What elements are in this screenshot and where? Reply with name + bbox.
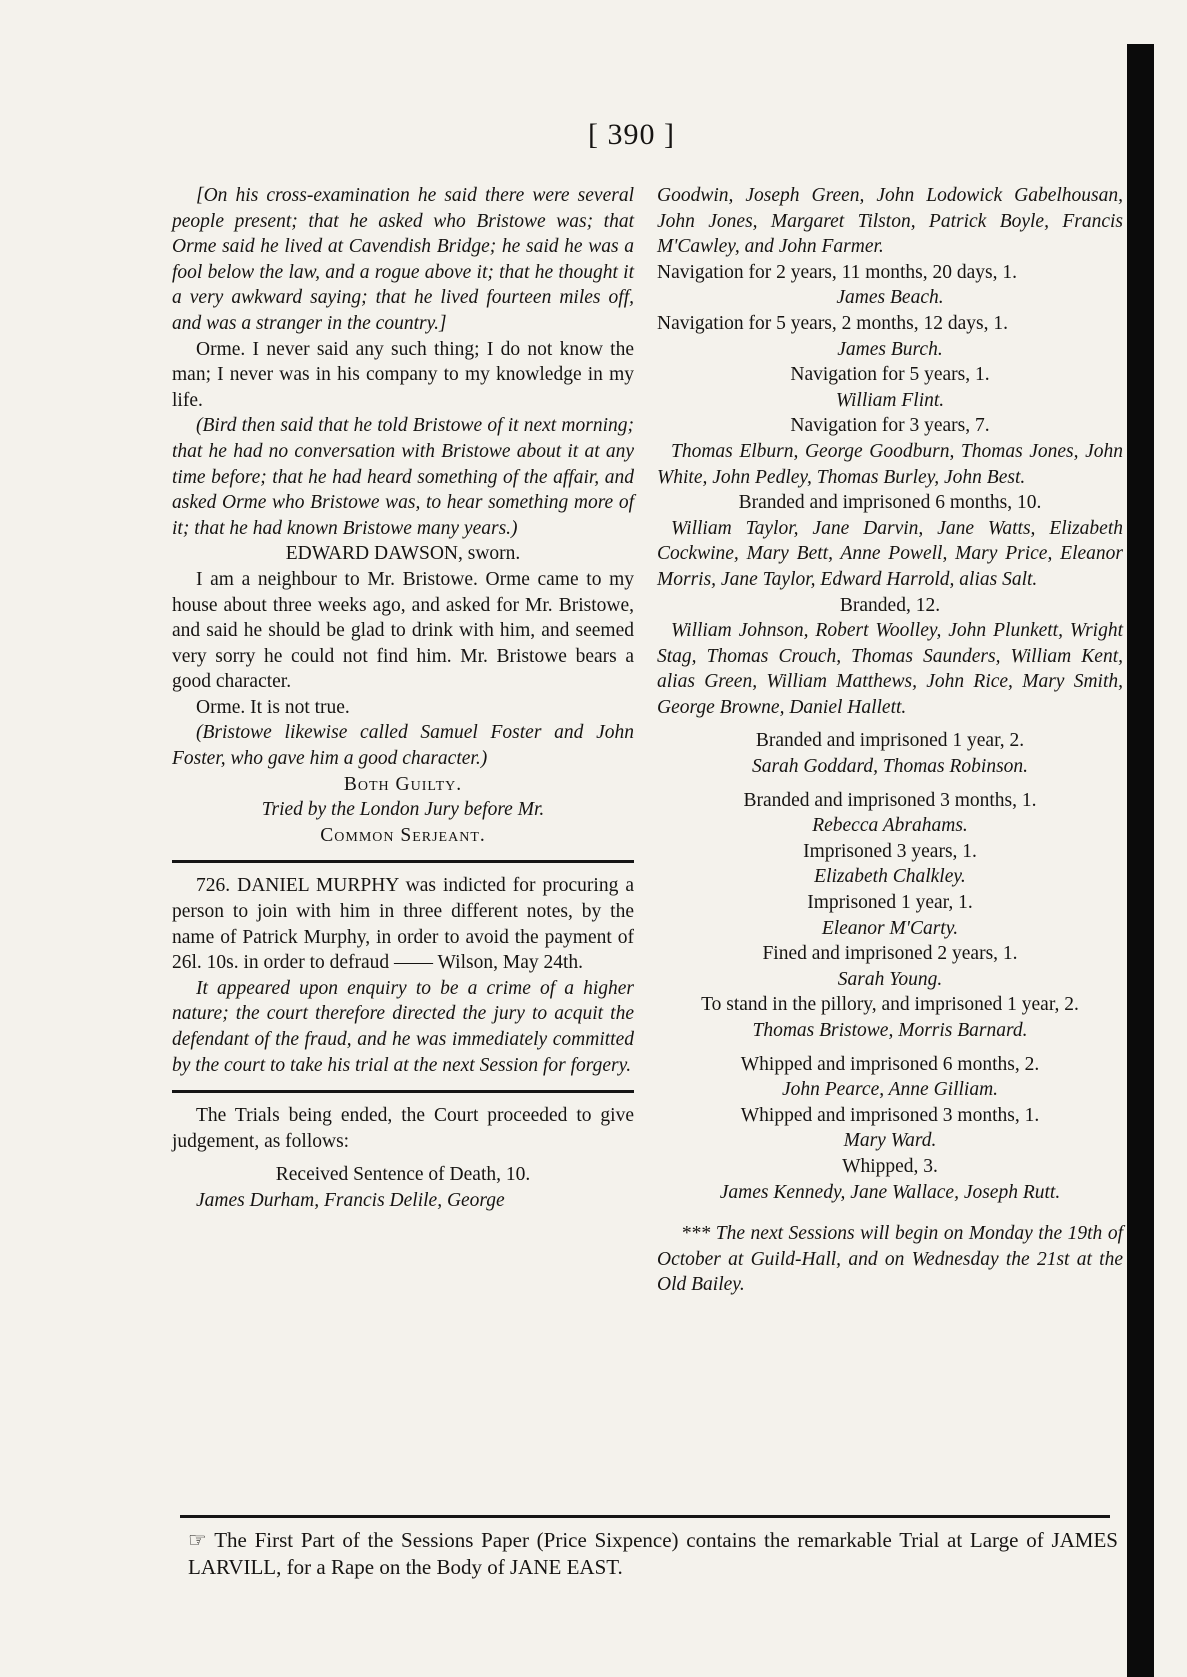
sentence-names: Sarah Goddard, Thomas Robinson. xyxy=(751,756,1029,778)
sentence-heading: Navigation for 5 years, 2 months, 12 days, 1. xyxy=(657,312,1008,334)
sentence-names: William Taylor, Jane Darvin, Jane Watts, Elizabeth Cockwine, Mary Bett, Anne Powell, Mary Price, Eleanor Morris, Jane Taylor, Edward Harrold, alias Salt. xyxy=(657,517,1123,590)
tried-by-judge-line: Common Serjeant. xyxy=(320,824,486,846)
bristowe-witnesses-paragraph: (Bristowe likewise called Samuel Foster and John Foster, who gave him a good character.) xyxy=(172,722,634,770)
sentence-heading: Whipped, 3. xyxy=(842,1155,938,1177)
page-number: [ 390 ] xyxy=(588,118,675,151)
sentence-heading: Branded and imprisoned 6 months, 10. xyxy=(738,492,1042,514)
footer-divider xyxy=(180,1515,1110,1518)
next-sessions-notice: *** The next Sessions will begin on Monday the 19th of October at Guild-Hall, and on Wednesday the 21st at the Old Bailey. xyxy=(657,1223,1123,1296)
footer-notice: ☞ The First Part of the Sessions Paper (Price Sixpence) contains the remarkable Trial at Large of JAMES LARVILL, for a Rape on the Body of JANE EAST. xyxy=(188,1528,1118,1579)
sentence-heading: Branded and imprisoned 1 year, 2. xyxy=(755,730,1025,752)
death-sentence-heading: Received Sentence of Death, 10. xyxy=(275,1164,531,1186)
sentence-heading: Imprisoned 3 years, 1. xyxy=(803,840,977,862)
sentence-heading: To stand in the pillory, and imprisoned 1 year, 2. xyxy=(701,994,1079,1016)
cross-examination-paragraph: [On his cross-examination he said there were several people present; that he asked who Bristowe was; that Orme said he lived at Cavendish Bridge; he said he was a fool below the law, and a rogue above it; that he thought it a very awkward saying; that he lived fourteen miles off, and was a stranger in the country.] xyxy=(172,185,634,334)
sentence-names: Thomas Elburn, George Goodburn, Thomas Jones, John White, John Pedley, Thomas Burley, John Best. xyxy=(657,440,1123,488)
sentence-heading: Navigation for 5 years, 1. xyxy=(790,364,990,386)
sentence-names: Rebecca Abrahams. xyxy=(812,815,968,837)
sentence-names: William Flint. xyxy=(835,389,945,411)
sentence-heading: Whipped and imprisoned 6 months, 2. xyxy=(740,1053,1040,1075)
page-edge-shadow xyxy=(1127,44,1154,1677)
trials-ended-paragraph: The Trials being ended, the Court proceeded to give judgement, as follows: xyxy=(172,1105,634,1152)
sentence-names: William Johnson, Robert Woolley, John Plunkett, Wright Stag, Thomas Crouch, Thomas Saunders, William Kent, alias Green, William Matthews, John Rice, Mary Smith, George Browne, Daniel Hallett. xyxy=(657,620,1123,718)
sentence-names: John Pearce, Anne Gilliam. xyxy=(781,1079,999,1101)
section-divider xyxy=(172,1090,634,1093)
sentence-names: Mary Ward. xyxy=(843,1130,937,1152)
witness-heading: EDWARD DAWSON, sworn. xyxy=(285,543,521,565)
orme-denial-paragraph: Orme. It is not true. xyxy=(196,696,350,718)
death-sentence-names-continued: Goodwin, Joseph Green, John Lodowick Gabelhousan, John Jones, Margaret Tilston, Patrick Boyle, Francis M'Cawley, and John Farmer. xyxy=(657,185,1123,258)
sentence-names: Elizabeth Chalkley. xyxy=(814,866,966,888)
sentence-heading: Imprisoned 1 year, 1. xyxy=(807,892,973,914)
right-column xyxy=(657,183,1123,1298)
sentence-heading: Branded, 12. xyxy=(839,594,941,616)
sentence-heading: Navigation for 2 years, 11 months, 20 days, 1. xyxy=(657,261,1017,283)
dawson-testimony-paragraph: I am a neighbour to Mr. Bristowe. Orme came to my house about three weeks ago, and asked for Mr. Bristowe, and said he should be glad to drink with him, and seemed very sorry he could not find him. Mr. Bristowe bears a good character. xyxy=(172,568,634,693)
sentence-names: James Kennedy, Jane Wallace, Joseph Rutt. xyxy=(719,1181,1061,1203)
sentence-names: Eleanor M'Carty. xyxy=(821,917,959,939)
left-column xyxy=(172,183,634,1214)
sentence-names: James Burch. xyxy=(837,338,943,360)
verdict-line: Both Guilty. xyxy=(343,773,463,795)
sentence-names: James Beach. xyxy=(836,287,944,309)
sentence-heading: Fined and imprisoned 2 years, 1. xyxy=(762,943,1018,965)
case-726-paragraph: 726. DANIEL MURPHY was indicted for procuring a person to join with him in three different notes, by the name of Patrick Murphy, in order to avoid the payment of 26l. 10s. in order to defraud —— Wilson, May 24th. xyxy=(172,875,634,974)
sentence-names: Thomas Bristowe, Morris Barnard. xyxy=(752,1020,1028,1041)
section-divider xyxy=(172,860,634,863)
sentence-heading: Branded and imprisoned 3 months, 1. xyxy=(743,789,1037,811)
sentence-heading: Navigation for 3 years, 7. xyxy=(790,415,990,437)
tried-by-line: Tried by the London Jury before Mr. xyxy=(261,799,545,821)
sentence-names: Sarah Young. xyxy=(837,968,943,990)
sentence-heading: Whipped and imprisoned 3 months, 1. xyxy=(740,1104,1040,1126)
death-sentence-names: James Durham, Francis Delile, George xyxy=(196,1189,505,1211)
bird-statement-paragraph: (Bird then said that he told Bristowe of it next morning; that he had no conversation with Bristowe about it at any time before; that he had heard something of the affair, and asked Orme who Bristowe was, to hear something more of it; that he had known Bristowe many years.) xyxy=(172,415,634,539)
case-726-note-paragraph: It appeared upon enquiry to be a crime of a higher nature; the court therefore directed the jury to acquit the defendant of the fraud, and he was immediately committed by the court to take his trial at the next Session for forgery. xyxy=(172,977,634,1076)
orme-reply-paragraph: Orme. I never said any such thing; I do not know the man; I never was in his company to my knowledge in my life. xyxy=(172,338,634,411)
